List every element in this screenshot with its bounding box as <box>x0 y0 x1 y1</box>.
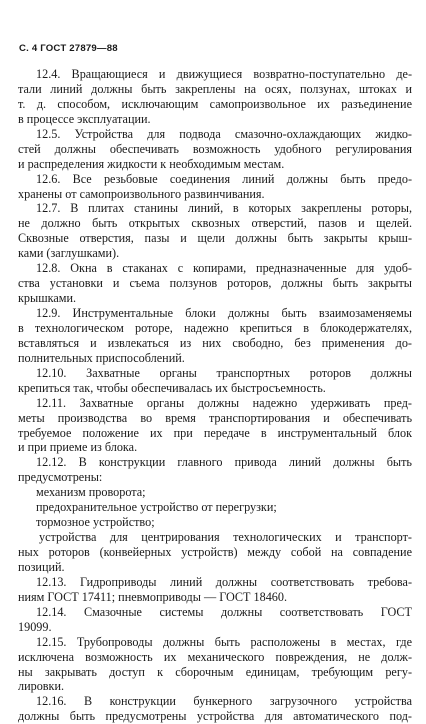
text-line: стей должны обеспечивать возможность удобного регулирования <box>18 141 412 156</box>
text-line: устройства для центрирования технологических и транспорт- <box>39 530 412 545</box>
text-line: ных роторов (конвейерных устройств) между собой на совпадение <box>18 545 412 559</box>
text-line: ства установки и съема ползунов роторов, должны быть закрыты <box>18 276 412 291</box>
text-line: меты производства во время транспортирования и обеспечивать <box>18 410 412 425</box>
text-line: 12.6. Все резьбовые соединения линий должны быть предо- <box>36 171 412 186</box>
text-line: крепиться так, чтобы обеспечивалась их быстросъемность. <box>18 380 326 395</box>
text-line: крышками. <box>18 291 77 306</box>
text-line: ниям ГОСТ 17411; пневмоприводы — ГОСТ 18460. <box>18 589 288 604</box>
text-line: т. д. способом, исключающим самопроизвольное их разъединение <box>18 96 412 111</box>
text-line: ны закрывать доступ к сборочным единицам, требующим регу- <box>18 664 412 679</box>
text-line: позиций. <box>18 559 65 574</box>
text-line: тали линий должны быть закреплены на осях, ползунах, штоках и <box>18 81 412 96</box>
text-line: не должно быть открытых сквозных отверстий, пазов и щелей. <box>18 216 412 231</box>
text-line: 12.10. Захватные органы транспортных роторов должны <box>36 365 412 380</box>
text-line: тормозное устройство; <box>36 515 155 530</box>
text-line: полнительных приспособлений. <box>18 350 185 365</box>
text-line: 12.5. Устройства для подвода смазочно-охлаждающих жидко- <box>36 126 412 141</box>
text-line: 12.9. Инструментальные блоки должны быть взаимозаменяемы <box>36 306 412 320</box>
text-line: 12.4. Вращающиеся и движущиеся возвратно-поступательно де- <box>36 67 412 81</box>
text-line: лировки. <box>18 679 65 694</box>
text-line: 12.16. В конструкции бункерного загрузочного устройства <box>36 694 412 709</box>
text-line: предохранительное устройство от перегрузки; <box>36 500 277 515</box>
text-line: в технологическом роторе, надежно крепиться в блокодержателях, <box>18 320 412 335</box>
text-line: и при приеме из блока. <box>18 440 138 455</box>
text-line: 12.12. В конструкции главного привода линий должны быть <box>36 455 412 470</box>
text-line: в процессе эксплуатации. <box>18 111 151 126</box>
text-line: 12.7. В плитах станины линий, в которых закреплены роторы, <box>36 201 412 216</box>
text-line: 19099. <box>18 619 52 634</box>
text-line: Сквозные отверстия, пазы и щели должны быть закрыты крыш- <box>18 231 412 246</box>
text-line: вставляться и извлекаться из них свободно, без применения до- <box>18 335 412 350</box>
text-line: 12.11. Захватные органы должны надежно удерживать пред- <box>36 395 412 410</box>
text-line: 12.8. Окна в стаканах с копирами, предназначенные для удоб- <box>36 261 412 276</box>
text-line: исключена возможность их механического повреждения, не долж- <box>18 649 412 664</box>
text-line: 12.14. Смазочные системы должны соответствовать ГОСТ <box>36 604 412 619</box>
text-line: требуемое положение их при передаче в инструментальный блок <box>18 425 412 440</box>
text-line: и распределения жидкости к необходимым местам. <box>18 156 285 171</box>
text-line: предусмотрены: <box>18 470 103 485</box>
page-header: С. 4 ГОСТ 27879—88 <box>19 43 118 54</box>
document-body <box>18 67 412 724</box>
text-line: 12.13. Гидроприводы линий должны соответствовать требова- <box>36 574 412 589</box>
text-line: ками (заглушками). <box>18 246 120 261</box>
text-line: 12.15. Трубопроводы должны быть расположены в местах, где <box>36 634 412 649</box>
text-line: хранены от самопроизвольного развинчивания. <box>18 186 265 201</box>
text-line: должны быть предусмотрены устройства для автоматического под- <box>18 709 412 724</box>
text-line: механизм проворота; <box>36 485 146 500</box>
